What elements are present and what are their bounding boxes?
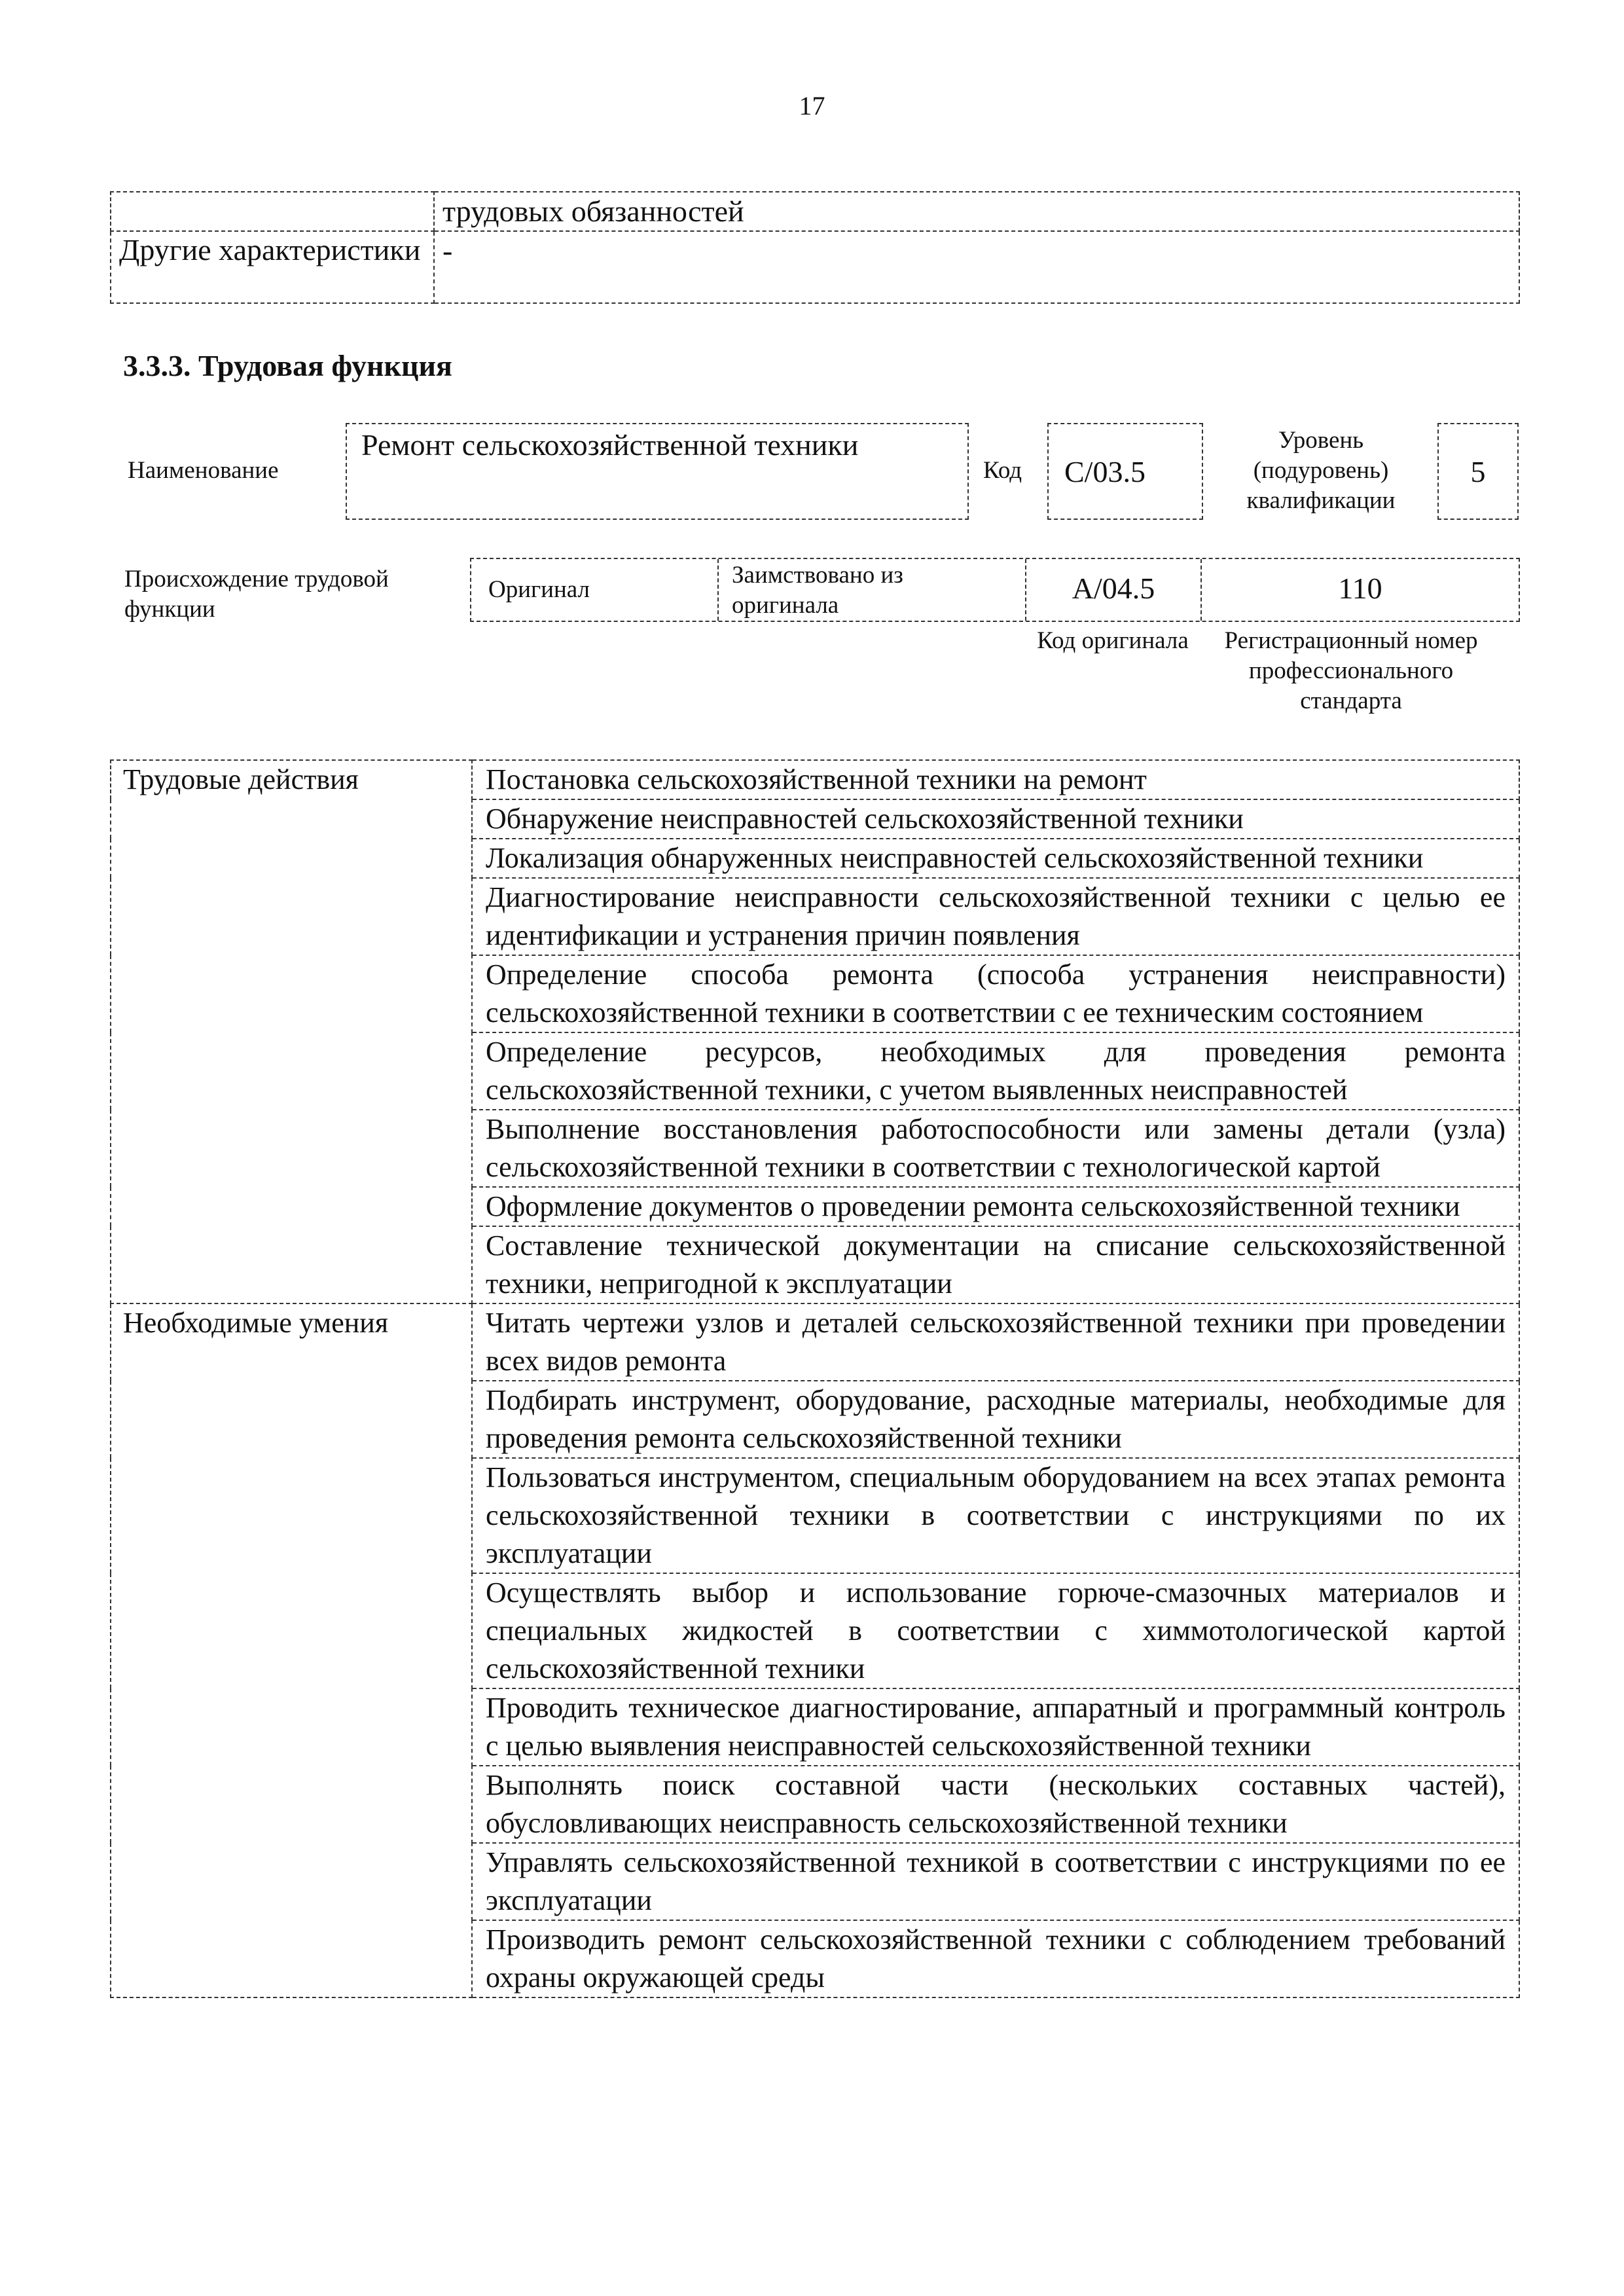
list-item: Пользоваться инструментом, специальным оборудованием на всех этапах ремонта сельскохозяйственной техники в соответствии с инструкциями по их эксплуатации — [472, 1458, 1519, 1573]
table-row — [111, 192, 1519, 231]
list-item: Составление технической документации на списание сельскохозяйственной техники, непригодной к эксплуатации — [472, 1226, 1519, 1303]
list-item: Выполнение восстановления работоспособности или замены детали (узла) сельскохозяйственной техники в соответствии с технологической картой — [472, 1110, 1519, 1187]
section-label: Необходимые умения — [111, 1303, 472, 1997]
level-label: Уровень (подуровень) квалификации — [1246, 427, 1396, 514]
continuation-value: трудовых обязанностей — [434, 192, 1519, 231]
section-title: 3.3.3. Трудовая функция — [123, 349, 452, 382]
origin-table — [470, 558, 1520, 622]
other-characteristics-label: Другие характеристики — [111, 231, 434, 303]
table-row — [111, 231, 1519, 303]
list-item: Локализация обнаруженных неисправностей сельскохозяйственной техники — [472, 839, 1519, 878]
origin-original: Оригинал — [488, 576, 590, 603]
divider — [717, 559, 719, 621]
list-item: Определение способа ремонта (способа устранения неисправности) сельскохозяйственной техники в соответствии с ее техническим состоянием — [472, 955, 1519, 1032]
labor-function-table — [110, 759, 1520, 1998]
code-value: C/03.5 — [1047, 423, 1203, 520]
page-number: 17 — [799, 91, 825, 120]
origin-label: Происхождение трудовой функции — [124, 566, 389, 623]
list-item: Постановка сельскохозяйственной техники на ремонт — [472, 760, 1519, 799]
origin-borrowed: Заимствовано из оригинала — [732, 562, 903, 619]
list-item: Проводить техническое диагностирование, аппаратный и программный контроль с целью выявления неисправностей сельскохозяйственной техники — [472, 1688, 1519, 1766]
list-item: Производить ремонт сельскохозяйственной техники с соблюдением требований охраны окружающей среды — [472, 1920, 1519, 1997]
other-characteristics-value: - — [434, 231, 1519, 303]
table-row — [111, 760, 1519, 799]
continuation-table — [110, 191, 1520, 304]
list-item: Диагностирование неисправности сельскохозяйственной техники с целью ее идентификации и устранения причин появления — [472, 878, 1519, 955]
list-item: Управлять сельскохозяйственной техникой в соответствии с инструкциями по ее эксплуатации — [472, 1843, 1519, 1920]
list-item: Определение ресурсов, необходимых для проведения ремонта сельскохозяйственной техники, с учетом выявленных неисправностей — [472, 1032, 1519, 1110]
table-row — [111, 1303, 1519, 1381]
original-code-caption: Код оригинала — [1037, 627, 1189, 654]
list-item: Выполнять поиск составной части (нескольких составных частей), обусловливающих неисправность сельскохозяйственной техники — [472, 1766, 1519, 1843]
section-label: Трудовые действия — [111, 760, 472, 1303]
list-item: Обнаружение неисправностей сельскохозяйственной техники — [472, 799, 1519, 839]
level-value: 5 — [1437, 423, 1519, 520]
original-code-value: A/04.5 — [1072, 572, 1155, 605]
list-item: Читать чертежи узлов и деталей сельскохозяйственной техники при проведении всех видов ремонта — [472, 1303, 1519, 1381]
list-item: Подбирать инструмент, оборудование, расходные материалы, необходимые для проведения ремонта сельскохозяйственной техники — [472, 1381, 1519, 1458]
function-name-value: Ремонт сельскохозяйственной техники — [346, 423, 969, 520]
list-item: Осуществлять выбор и использование горюче-смазочных материалов и специальных жидкостей в соответствии с химмотологической картой сельскохозяйственной техники — [472, 1573, 1519, 1688]
reg-number-caption: Регистрационный номер профессионального стандарта — [1224, 627, 1478, 714]
list-item: Оформление документов о проведении ремонта сельскохозяйственной техники — [472, 1187, 1519, 1226]
code-label: Код — [983, 457, 1022, 484]
reg-number-value: 110 — [1338, 572, 1382, 605]
name-label: Наименование — [128, 457, 279, 484]
